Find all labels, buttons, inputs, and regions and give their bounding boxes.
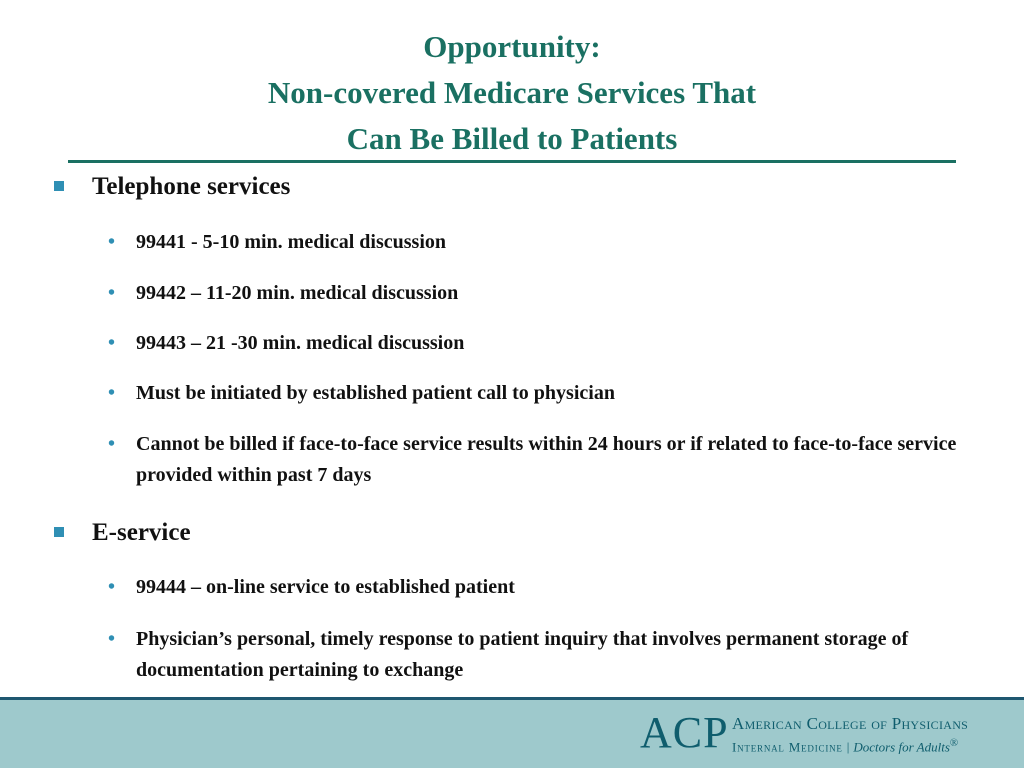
bullet-icon: •	[108, 231, 116, 253]
list-item: • Cannot be billed if face-to-face service results within 24 hours or if related to face-to-face service provided within past 7 days	[136, 429, 976, 491]
title-line-2: Non-covered Medicare Services That	[267, 75, 757, 110]
registered-mark: ®	[949, 737, 959, 749]
list-item: • 99443 – 21 -30 min. medical discussion	[136, 328, 976, 359]
title-line-3: Can Be Billed to Patients	[346, 121, 678, 156]
acp-logo	[640, 708, 980, 758]
bullet-icon: •	[108, 576, 116, 598]
logo-wordmark	[732, 714, 968, 756]
logo-tagline-right: Doctors for Adults	[853, 739, 950, 755]
bullet-icon: •	[108, 433, 116, 455]
logo-acronym: ACP	[640, 708, 729, 757]
logo-tagline	[732, 734, 968, 756]
logo-name: American College of Physicians	[732, 714, 969, 733]
logo-tagline-left: Internal Medicine	[732, 739, 843, 755]
logo-separator: |	[846, 739, 850, 755]
list-item: • Must be initiated by established patient call to physician	[136, 378, 976, 409]
bullet-icon: •	[108, 382, 116, 404]
list-item: • 99442 – 11-20 min. medical discussion	[136, 278, 976, 309]
bullet-icon: •	[108, 628, 116, 650]
list-item: • Physician’s personal, timely response to patient inquiry that involves permanent storage of documentation pertaining to exchange	[136, 624, 976, 686]
bullet-icon: •	[108, 332, 116, 354]
title-line-1: Opportunity:	[423, 29, 601, 64]
list-item: • 99444 – on-line service to established patient	[136, 572, 976, 603]
list-item: • 99441 - 5-10 min. medical discussion	[136, 227, 976, 258]
section-heading-telephone: Telephone services	[92, 172, 290, 202]
square-bullet-icon	[54, 181, 64, 191]
section-heading-eservice: E-service	[92, 518, 191, 548]
bullet-icon: •	[108, 282, 116, 304]
square-bullet-icon	[54, 527, 64, 537]
